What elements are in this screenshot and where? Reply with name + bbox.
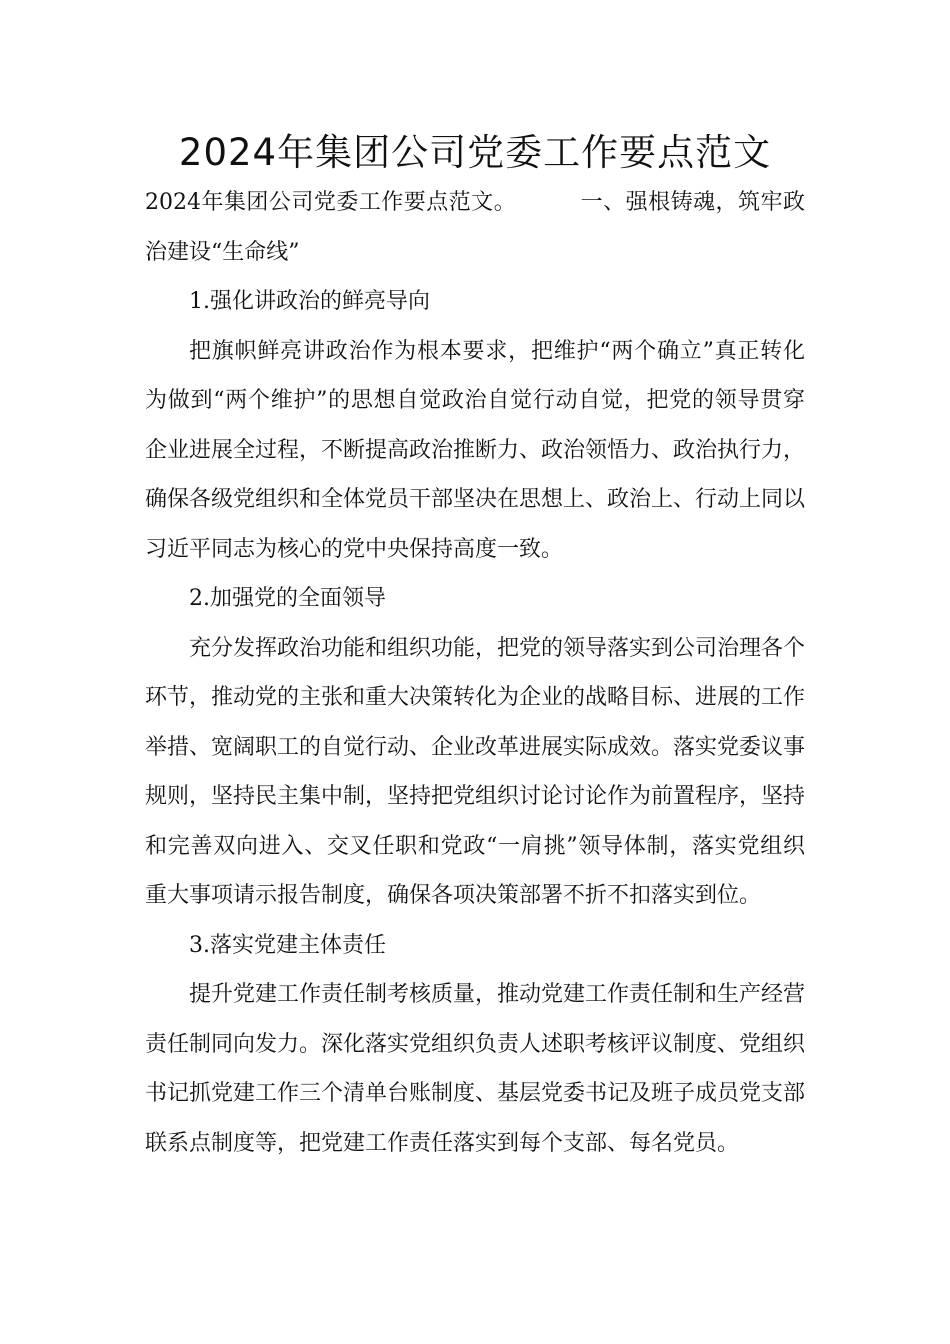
- section-heading-1: 1.强化讲政治的鲜亮导向: [189, 289, 430, 314]
- section-paragraph-3: 提升党建工作责任制考核质量，推动党建工作责任制和生产经营责任制同向发力。深化落实党组织负责人述职考核评议制度、党组织书记抓党建工作三个清单台账制度、基层党委书记及班子成员党支部联系点制度等，把党建工作责任落实到每个支部、每名党员。: [145, 982, 806, 1156]
- intro-lead: 2024年集团公司党委工作要点范文。: [145, 190, 517, 215]
- section-paragraph-1: 把旗帜鲜亮讲政治作为根本要求，把维护“两个确立”真正转化为做到“两个维护”的思想自觉政治自觉行动自觉，把党的领导贯穿企业进展全过程，不断提高政治推断力、政治领悟力、政治执行力，确保各级党组织和全体党员干部坚决在思想上、政治上、行动上同以习近平同志为核心的党中央保持高度一致。: [145, 338, 806, 562]
- section-paragraph-2: 充分发挥政治功能和组织功能，把党的领导落实到公司治理各个环节，推动党的主张和重大决策转化为企业的战略目标、进展的工作举措、宽阔职工的自觉行动、企业改革进展实际成效。落实党委议事规则，坚持民主集中制，坚持把党组织讨论讨论作为前置程序，坚持和完善双向进入、交叉任职和党政“一肩挑”领导体制，落实党组织重大事项请示报告制度，确保各项决策部署不折不扣落实到位。: [145, 635, 806, 908]
- intro-heading: 一、强根铸魂，筑牢政治建设“生命线”: [145, 190, 805, 265]
- section-heading-3: 3.落实党建主体责任: [189, 932, 386, 958]
- section-heading-2: 2.加强党的全面领导: [189, 586, 386, 611]
- intro-paragraph: [145, 178, 805, 277]
- document-title: 2024年集团公司党委工作要点范文: [178, 131, 772, 174]
- document-body: [145, 178, 805, 1168]
